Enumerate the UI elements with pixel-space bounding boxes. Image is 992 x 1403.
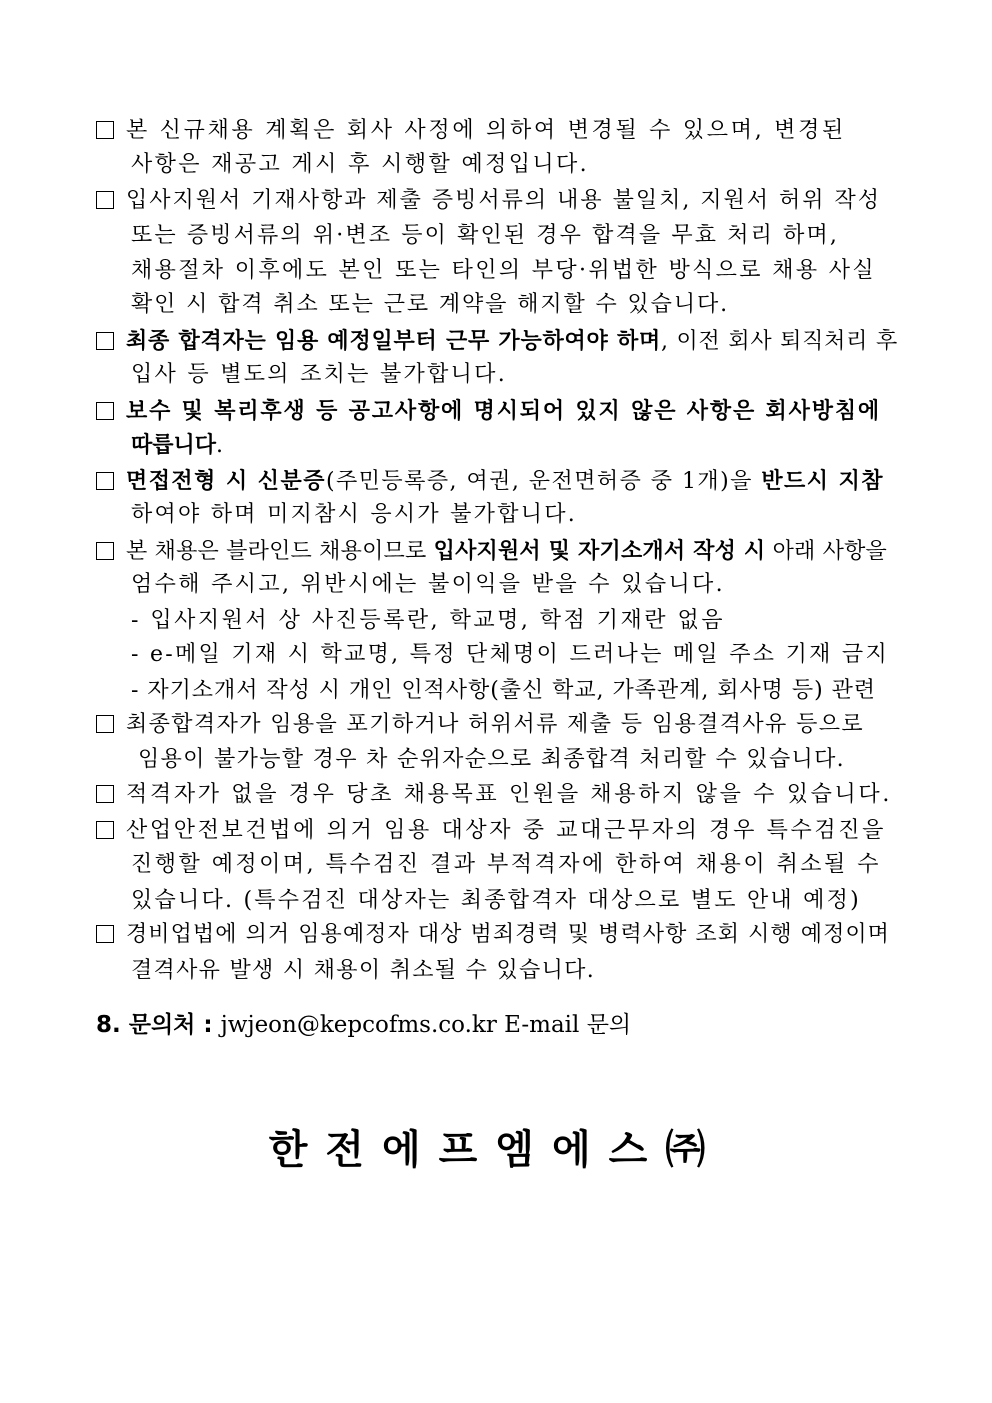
contact-email: jwjeon@kepcofms.co.kr <box>220 1012 497 1038</box>
notice-text <box>126 469 884 494</box>
checkbox-bullet-icon <box>96 785 114 803</box>
notice-line <box>131 640 889 670</box>
notice-item <box>96 186 881 216</box>
notice-text <box>131 258 876 283</box>
notice-item <box>96 816 886 846</box>
notice-line <box>131 570 725 600</box>
body-text: 산업안전보건법에 의거 임용 대상자 중 교대근무자의 경우 특수검진을 <box>126 818 886 843</box>
checkbox-bullet-icon <box>96 332 114 350</box>
notice-text <box>126 539 887 564</box>
body-text: 본 신규채용 계획은 회사 사정에 의하여 변경될 수 있으며, 변경된 <box>126 118 846 143</box>
body-text: 확인 시 합격 취소 또는 근로 계약을 해지할 수 있습니다. <box>131 292 729 317</box>
notice-line <box>131 256 876 286</box>
company-name: 한전에프엠에스㈜ <box>268 1126 724 1173</box>
body-text: 임용이 불가능할 경우 차 순위자순으로 최종합격 처리할 수 있습니다. <box>138 747 845 772</box>
checkbox-bullet-icon <box>96 715 114 733</box>
checkbox-bullet-icon <box>96 542 114 560</box>
notice-text <box>131 888 861 913</box>
body-text: 경비업법에 의거 임용예정자 대상 범죄경력 및 병력사항 조회 시행 예정이며 <box>126 922 890 947</box>
body-text: 엄수해 주시고, 위반시에는 불이익을 받을 수 있습니다. <box>131 572 725 597</box>
notice-text <box>131 958 595 983</box>
notice-text <box>131 572 725 597</box>
notice-text <box>131 642 889 667</box>
body-text: 입사지원서 기재사항과 제출 증빙서류의 내용 불일치, 지원서 허위 작성 <box>126 188 881 213</box>
notice-item <box>96 326 898 357</box>
body-text: 본 채용은 블라인드 채용이므로 <box>126 539 434 564</box>
body-text: - e-메일 기재 시 학교명, 특정 단체명이 드러나는 메일 주소 기재 금지 <box>131 642 889 667</box>
notice-text <box>131 433 223 458</box>
notice-item <box>96 780 892 810</box>
checkbox-bullet-icon <box>96 402 114 420</box>
body-text: . <box>216 433 223 458</box>
body-text: 하여야 하며 미지참시 응시가 불가합니다. <box>131 502 577 527</box>
contact-label: 8. 문의처 : <box>96 1012 221 1038</box>
notice-line <box>138 745 845 775</box>
body-text: 최종합격자가 임용을 포기하거나 허위서류 제출 등 임용결격사유 등으로 <box>126 712 864 737</box>
notice-text <box>126 712 864 737</box>
notice-text <box>131 502 577 527</box>
emphasis-text: 따릅니다 <box>131 432 216 458</box>
emphasis-text: 반드시 지참 <box>761 468 885 494</box>
body-text: 채용절차 이후에도 본인 또는 타인의 부당·위법한 방식으로 채용 사실 <box>131 258 876 283</box>
notice-text <box>126 818 886 843</box>
notice-text <box>138 747 845 772</box>
contact-suffix: E-mail 문의 <box>496 1012 632 1038</box>
body-text: - 자기소개서 작성 시 개인 인적사항(출신 학교, 가족관계, 회사명 등) 관련 <box>131 678 876 703</box>
body-text: 결격사유 발생 시 채용이 취소될 수 있습니다. <box>131 958 595 983</box>
emphasis-text: 면접전형 시 신분증 <box>126 468 326 494</box>
body-text: 아래 사항을 <box>765 539 888 564</box>
checkbox-bullet-icon <box>96 472 114 490</box>
notice-item <box>96 536 887 567</box>
notice-text <box>131 362 507 387</box>
notice-item <box>96 710 864 740</box>
checkbox-bullet-icon <box>96 121 114 139</box>
emphasis-text: 입사지원서 및 자기소개서 작성 시 <box>433 538 766 564</box>
notice-text <box>126 922 890 947</box>
notice-line <box>131 606 725 636</box>
notice-line <box>131 500 577 530</box>
notice-line <box>131 850 881 880</box>
body-text: 적격자가 없을 경우 당초 채용목표 인원을 채용하지 않을 수 있습니다. <box>126 782 892 807</box>
checkbox-bullet-icon <box>96 191 114 209</box>
checkbox-bullet-icon <box>96 821 114 839</box>
notice-text <box>126 399 881 424</box>
notice-item <box>96 396 881 427</box>
body-text: - 입사지원서 상 사진등록란, 학교명, 학점 기재란 없음 <box>131 608 725 633</box>
body-text: (주민등록증, 여권, 운전면허증 중 1개)을 <box>325 469 762 494</box>
notice-text <box>131 292 729 317</box>
body-text: 입사 등 별도의 조치는 불가합니다. <box>131 362 507 387</box>
notice-line <box>131 221 839 251</box>
notice-line <box>131 430 223 461</box>
body-text: 있습니다. (특수검진 대상자는 최종합격자 대상으로 별도 안내 예정) <box>131 888 861 913</box>
notice-text <box>126 188 881 213</box>
notice-text <box>131 223 839 248</box>
notice-line <box>131 360 507 390</box>
body-text: , 이전 회사 퇴직처리 후 <box>661 329 898 354</box>
notice-line <box>131 956 595 986</box>
notice-text <box>126 329 898 354</box>
emphasis-text: 보수 및 복리후생 등 공고사항에 명시되어 있지 않은 사항은 회사방침에 <box>126 398 881 424</box>
contact-line <box>96 1006 631 1039</box>
notice-line <box>131 676 876 706</box>
body-text: 진행할 예정이며, 특수검진 결과 부적격자에 한하여 채용이 취소될 수 <box>131 852 881 877</box>
body-text: 사항은 재공고 게시 후 시행할 예정입니다. <box>131 152 589 177</box>
notice-line <box>131 290 729 320</box>
checkbox-bullet-icon <box>96 925 114 943</box>
notice-line <box>131 150 589 180</box>
emphasis-text: 최종 합격자는 임용 예정일부터 근무 가능하여야 하며 <box>126 328 661 354</box>
notice-text <box>131 152 589 177</box>
notice-text <box>131 852 881 877</box>
notice-text <box>131 678 876 703</box>
notice-item <box>96 116 846 146</box>
notice-text <box>126 782 892 807</box>
notice-text <box>126 118 846 143</box>
notice-item <box>96 466 884 497</box>
notice-text <box>131 608 725 633</box>
body-text: 또는 증빙서류의 위·변조 등이 확인된 경우 합격을 무효 처리 하며, <box>131 223 839 248</box>
notice-line <box>131 886 861 916</box>
notice-item <box>96 920 890 950</box>
